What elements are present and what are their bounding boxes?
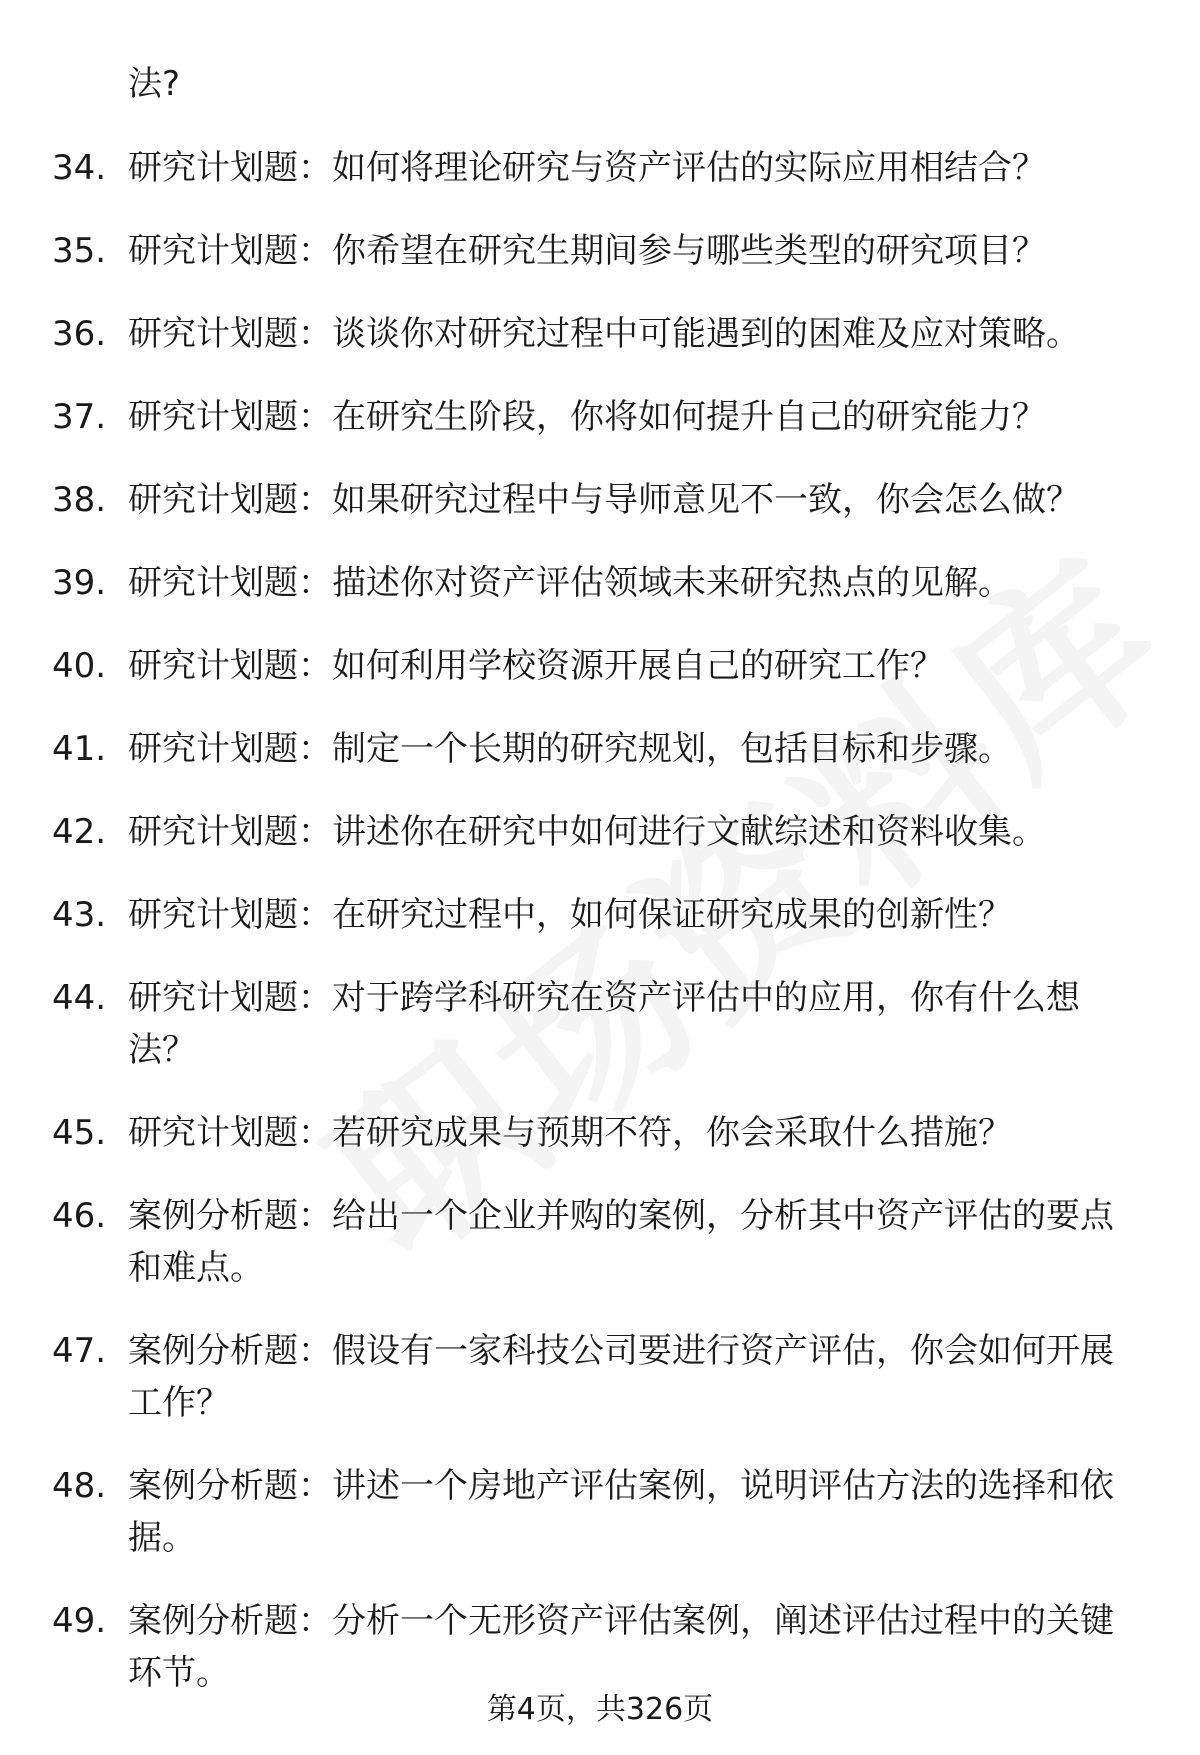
question-text: 案例分析题：给出一个企业并购的案例，分析其中资产评估的要点和难点。 <box>128 1196 1114 1288</box>
question-item-45 <box>0 1107 1200 1159</box>
question-number: 45. <box>52 1113 107 1153</box>
question-item-37 <box>0 391 1200 443</box>
question-item-35 <box>0 225 1200 277</box>
question-text: 案例分析题：讲述一个房地产评估案例，说明评估方法的选择和依据。 <box>128 1466 1114 1558</box>
question-text: 研究计划题：如果研究过程中与导师意见不一致，你会怎么做？ <box>128 480 1080 520</box>
question-text: 案例分析题：分析一个无形资产评估案例，阐述评估过程中的关键环节。 <box>128 1601 1114 1693</box>
question-number: 43. <box>52 895 107 935</box>
question-text: 研究计划题：在研究过程中，如何保证研究成果的创新性？ <box>128 895 1012 935</box>
question-number: 35. <box>52 231 107 271</box>
question-number: 41. <box>52 729 107 769</box>
question-number: 38. <box>52 480 107 520</box>
question-text: 研究计划题：若研究成果与预期不符，你会采取什么措施？ <box>128 1113 1012 1153</box>
question-item-41 <box>0 723 1200 775</box>
continuation-text: 法? <box>128 64 181 104</box>
question-number: 44. <box>52 978 107 1018</box>
question-number: 39. <box>52 563 107 603</box>
question-number: 46. <box>52 1196 107 1236</box>
question-item-46 <box>0 1190 1200 1294</box>
question-list <box>0 142 1200 1730</box>
question-number: 42. <box>52 812 107 852</box>
question-number: 37. <box>52 397 107 437</box>
question-text: 研究计划题：如何利用学校资源开展自己的研究工作？ <box>128 646 944 686</box>
question-item-36 <box>0 308 1200 360</box>
question-text: 研究计划题：你希望在研究生期间参与哪些类型的研究项目？ <box>128 231 1046 271</box>
question-item-40 <box>0 640 1200 692</box>
question-text: 研究计划题：如何将理论研究与资产评估的实际应用相结合？ <box>128 148 1046 188</box>
question-item-47 <box>0 1325 1200 1429</box>
question-text: 案例分析题：假设有一家科技公司要进行资产评估，你会如何开展工作？ <box>128 1331 1114 1423</box>
question-text: 研究计划题：描述你对资产评估领域未来研究热点的见解。 <box>128 563 1012 603</box>
question-text: 研究计划题：谈谈你对研究过程中可能遇到的困难及应对策略。 <box>128 314 1080 354</box>
question-item-49 <box>0 1595 1200 1699</box>
question-item-34 <box>0 142 1200 194</box>
question-text: 研究计划题：制定一个长期的研究规划，包括目标和步骤。 <box>128 729 1012 769</box>
question-item-43 <box>0 889 1200 941</box>
page-footer: 第4页，共326页 <box>486 1692 714 1727</box>
question-number: 40. <box>52 646 107 686</box>
question-number: 34. <box>52 148 107 188</box>
question-item-39 <box>0 557 1200 609</box>
question-number: 48. <box>52 1466 107 1506</box>
question-text: 研究计划题：讲述你在研究中如何进行文献综述和资料收集。 <box>128 812 1046 852</box>
question-item-48 <box>0 1460 1200 1564</box>
question-number: 36. <box>52 314 107 354</box>
question-text: 研究计划题：在研究生阶段，你将如何提升自己的研究能力？ <box>128 397 1046 437</box>
question-item-38 <box>0 474 1200 526</box>
question-item-42 <box>0 806 1200 858</box>
question-item-44 <box>0 972 1200 1076</box>
question-number: 49. <box>52 1601 107 1641</box>
question-text: 研究计划题：对于跨学科研究在资产评估中的应用，你有什么想法？ <box>128 978 1080 1070</box>
question-number: 47. <box>52 1331 107 1371</box>
